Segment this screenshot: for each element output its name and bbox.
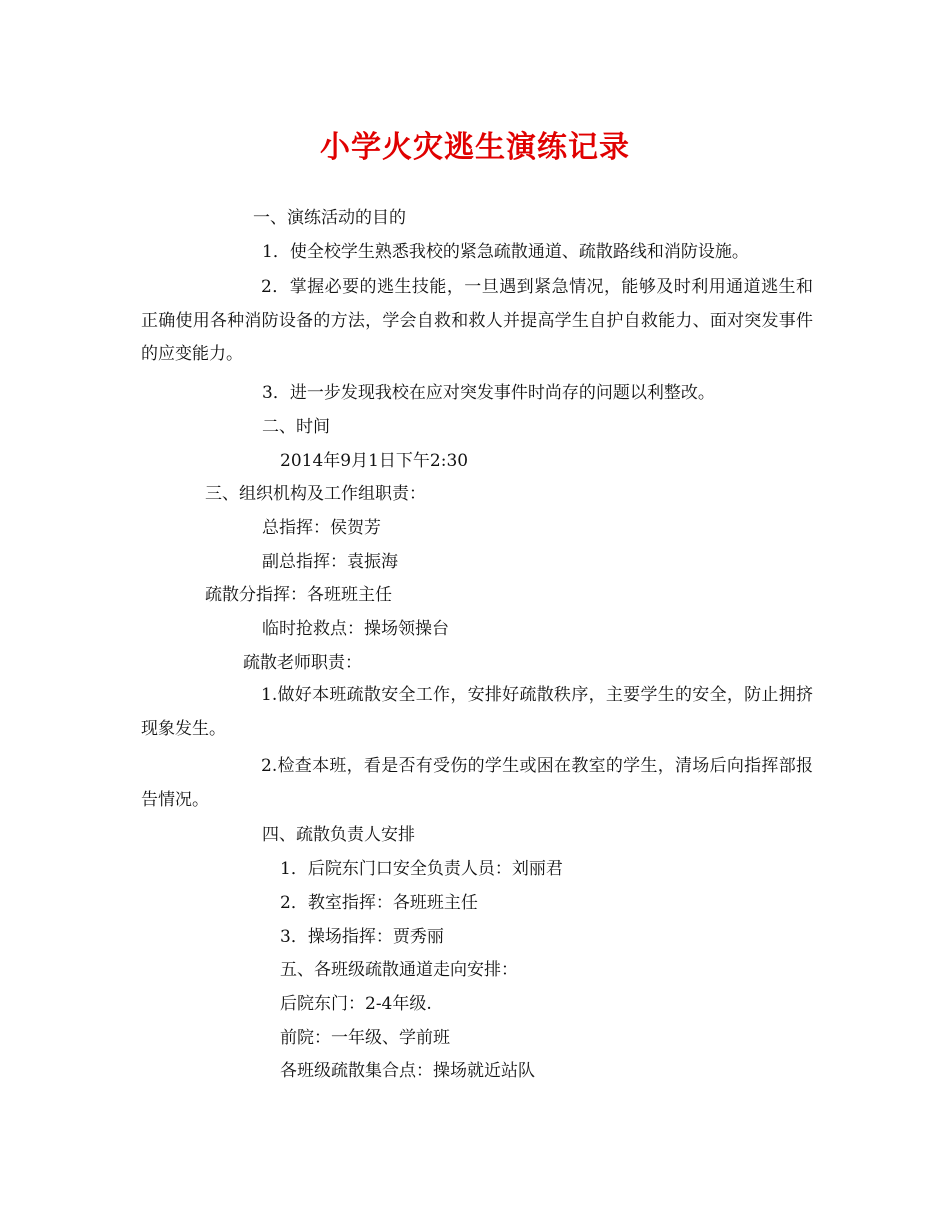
deputy-commander: 副总指挥：袁振海 [262,552,398,572]
section-4-item-1: 1．后院东门口安全负责人员：刘丽君 [280,859,563,879]
section-4-heading: 四、疏散负责人安排 [262,825,415,845]
document-title: 小学火灾逃生演练记录 [320,130,630,165]
temporary-rescue-point: 临时抢救点：操场领操台 [262,619,449,639]
section-1-item-1: 1．使全校学生熟悉我校的紧急疏散通道、疏散路线和消防设施。 [262,242,749,262]
section-2-heading: 二、时间 [262,417,330,437]
front-yard-route: 前院：一年级、学前班 [280,1028,450,1048]
teacher-duty-1: 1.做好本班疏散安全工作，安排好疏散秩序，主要学生的安全，防止拥挤现象发生。 [141,685,813,739]
section-1-item-3: 3．进一步发现我校在应对突发事件时尚存的问题以利整改。 [262,383,715,403]
teacher-duties-heading: 疏散老师职责： [243,653,362,673]
sub-commander: 疏散分指挥：各班班主任 [205,585,392,605]
section-1-heading: 一、演练活动的目的 [253,208,406,228]
east-gate-route: 后院东门：2-4年级. [280,994,432,1014]
drill-time: 2014年9月1日下午2:30 [280,451,469,471]
section-5-heading: 五、各班级疏散通道走向安排： [280,960,518,980]
section-1-item-2: 2．掌握必要的逃生技能，一旦遇到紧急情况，能够及时利用通道逃生和正确使用各种消防设备的方法，学会自救和救人并提高学生自护自救能力、面对突发事件的应变能力。 [141,277,813,364]
assembly-point: 各班级疏散集合点：操场就近站队 [280,1061,535,1081]
teacher-duty-2: 2.检查本班，看是否有受伤的学生或困在教室的学生，清场后向指挥部报告情况。 [141,756,813,810]
section-3-heading: 三、组织机构及工作组职责： [205,484,426,504]
section-4-item-3: 3．操场指挥：贾秀丽 [280,927,444,947]
chief-commander: 总指挥：侯贺芳 [262,518,381,538]
section-4-item-2: 2．教室指挥：各班班主任 [280,893,478,913]
